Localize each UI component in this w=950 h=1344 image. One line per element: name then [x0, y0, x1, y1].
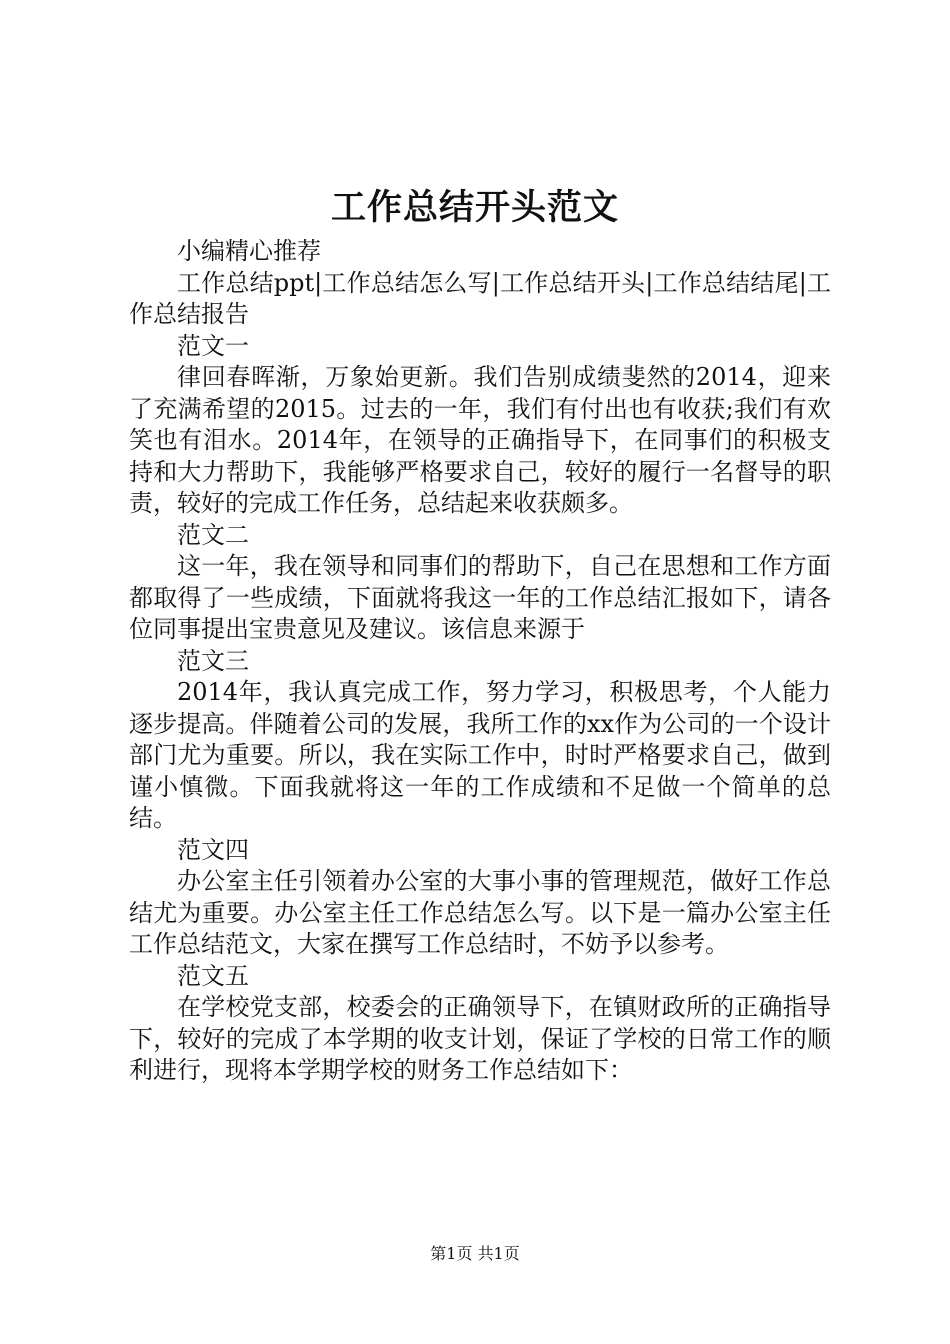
document-body [129, 236, 831, 1087]
related-topics: 工作总结ppt|工作总结怎么写|工作总结开头|工作总结结尾|工作总结报告 [129, 268, 831, 328]
sample-heading-1: 范文一 [177, 331, 249, 360]
sample-paragraph-2: 这一年，我在领导和同事们的帮助下，自己在思想和工作方面都取得了一些成绩，下面就将我这一年的工作总结汇报如下，请各位同事提出宝贵意见及建议。该信息来源于 [129, 552, 831, 643]
sample-paragraph-5: 在学校党支部，校委会的正确领导下，在镇财政所的正确指导下，较好的完成了本学期的收支计划，保证了学校的日常工作的顺利进行，现将本学期学校的财务工作总结如下： [129, 993, 831, 1084]
sample-heading-5: 范文五 [177, 961, 249, 990]
sample-paragraph-1: 律回春晖渐，万象始更新。我们告别成绩斐然的2014，迎来了充满希望的2015。过去的一年，我们有付出也有收获;我们有欢笑也有泪水。2014年，在领导的正确指导下，在同事们的积极支持和大力帮助下，我能够严格要求自己，较好的履行一名督导的职责，较好的完成工作任务，总结起来收获颇多。 [129, 363, 831, 517]
sample-heading-2: 范文二 [177, 520, 249, 549]
sample-heading-3: 范文三 [177, 646, 249, 675]
page-footer: 第1页 共1页 [430, 1244, 520, 1263]
sample-paragraph-3: 2014年，我认真完成工作，努力学习，积极思考，个人能力逐步提高。伴随着公司的发展，我所工作的xx作为公司的一个设计部门尤为重要。所以，我在实际工作中，时时严格要求自己，做到谨小慎微。下面我就将这一年的工作成绩和不足做一个简单的总结。 [129, 678, 831, 832]
sample-heading-4: 范文四 [177, 835, 249, 864]
recommend-label: 小编精心推荐 [177, 237, 321, 265]
sample-paragraph-4: 办公室主任引领着办公室的大事小事的管理规范，做好工作总结尤为重要。办公室主任工作总结怎么写。以下是一篇办公室主任工作总结范文，大家在撰写工作总结时，不妨予以参考。 [129, 867, 831, 958]
document-title: 工作总结开头范文 [330, 188, 619, 228]
